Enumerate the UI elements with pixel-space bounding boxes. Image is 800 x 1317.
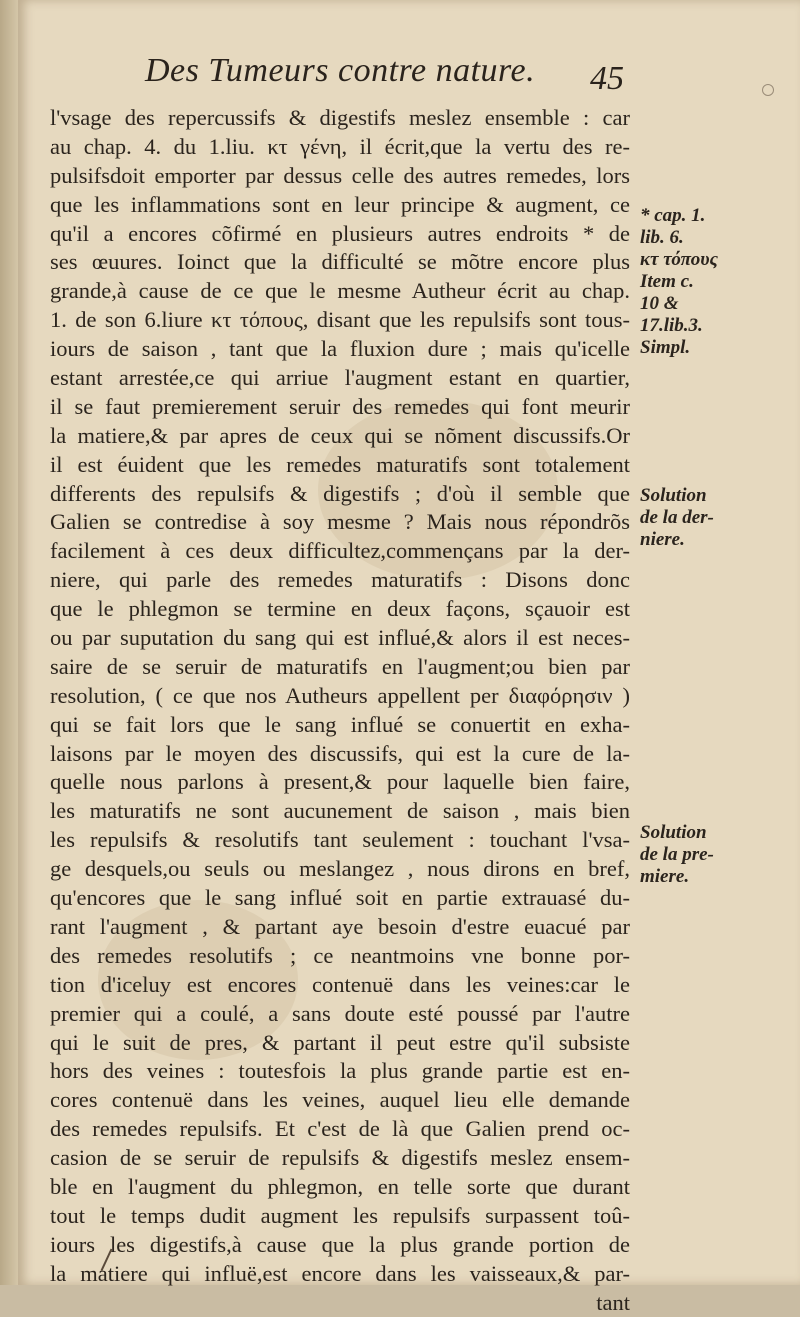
text-line: des remedes repulsifs. Et c'est de là que Galien prend oc- <box>50 1116 630 1142</box>
text-line: grande,à cause de ce que le mesme Autheur écrit au chap. <box>50 278 630 304</box>
margin-note-line: niere. <box>640 529 685 550</box>
margin-note-line: miere. <box>640 866 690 887</box>
text-line: saire de se seruir de maturatifs en l'augment;ou bien par <box>50 653 630 679</box>
text-line: l'vsage des repercussifs & digestifs meslez ensemble : car <box>50 105 630 130</box>
text-line: la matiere,& par apres de ceux qui se nõment discussifs.Or <box>50 422 630 448</box>
text-line: que le phlegmon se termine en deux façons, sçauoir est <box>50 596 630 622</box>
margin-note-line: 17.lib.3. <box>640 315 703 336</box>
text-line: quelle nous parlons à present,& pour laquelle bien faire, <box>50 769 630 795</box>
text-line: tion d'iceluy est encores contenuë dans les veines:car le <box>50 971 630 997</box>
text-line: qu'il a encores cõfirmé en plusieurs autres endroits * de <box>50 220 630 246</box>
text-line: resolution, ( ce que nos Autheurs appellent per διαφόρησιν ) <box>50 682 630 708</box>
text-line: au chap. 4. du 1.liu. κτ γένη, il écrit,que la vertu des re- <box>50 133 630 159</box>
ink-circle-mark <box>762 84 774 96</box>
margin-note-line: 10 & <box>640 293 679 314</box>
running-title: Des Tumeurs contre nature. <box>145 52 536 89</box>
text-line: ou par suputation du sang qui est influé,& alors il est neces- <box>50 625 630 651</box>
margin-note-line: de la der- <box>640 507 714 528</box>
margin-note-line: * cap. 1. <box>640 205 706 226</box>
body-text <box>50 104 630 1317</box>
margin-note-line: Simpl. <box>640 337 691 358</box>
text-line: hors des veines : toutesfois la plus grande partie est en- <box>50 1058 630 1084</box>
text-line: iours de saison , tant que la fluxion dure ; mais qu'icelle <box>50 336 630 362</box>
text-line: tout le temps dudit augment les repulsifs surpassent toû- <box>50 1202 630 1228</box>
text-line: Galien se contredise à soy mesme ? Mais nous répondrõs <box>50 509 630 535</box>
text-line: les repulsifs & resolutifs tant seulement : touchant l'vsa- <box>50 827 630 853</box>
text-line: tant <box>596 1289 630 1315</box>
text-line: casion de se seruir de repulsifs & digestifs meslez ensem- <box>50 1145 630 1171</box>
text-line: facilement à ces deux difficultez,commençans par la der- <box>50 538 630 564</box>
text-line: des remedes resolutifs ; ce neantmoins vne bonne por- <box>50 942 630 968</box>
text-line: ge desquels,ou seuls ou meslangez , nous dirons en bref, <box>50 856 630 882</box>
text-line: il est éuident que les remedes maturatifs sont totalement <box>50 451 630 477</box>
text-line: il se faut premierement seruir des remedes qui font meurir <box>50 393 630 419</box>
text-line: niere, qui parle des remedes maturatifs : Disons donc <box>50 567 630 593</box>
margin-note-solution-first <box>640 822 790 888</box>
text-line: cores contenuë dans les veines, auquel lieu elle demande <box>50 1087 630 1113</box>
page-number: 45 <box>590 60 624 97</box>
text-line: les maturatifs ne sont aucunement de saison , mais bien <box>50 798 630 824</box>
text-line: ses œuures. Ioinct que la difficulté se mõtre encore plus <box>50 249 630 275</box>
text-line: 1. de son 6.liure κτ τόπους, disant que les repulsifs sont tous- <box>50 307 630 333</box>
margin-note-line: lib. 6. <box>640 227 684 248</box>
margin-note-line: Solution <box>640 485 707 506</box>
text-line: premier qui a coulé, a sans doute esté poussé par l'autre <box>50 1000 630 1026</box>
text-line: la matiere qui influë,est encore dans les vaisseaux,& par- <box>50 1260 630 1286</box>
margin-note-reference <box>640 205 790 359</box>
margin-note-line: Solution <box>640 822 707 843</box>
text-line: rant l'augment , & partant aye besoin d'estre euacué par <box>50 913 630 939</box>
text-line: ble en l'augment du phlegmon, en telle sorte que durant <box>50 1173 630 1199</box>
text-line: que les inflammations sont en leur principe & augment, ce <box>50 191 630 217</box>
margin-note-line: de la pre- <box>640 844 714 865</box>
margin-note-solution-last <box>640 485 790 551</box>
text-line: qui le suit de pres, & partant il peut estre qu'il subsiste <box>50 1029 630 1055</box>
text-line: qui se fait lors que le sang influé se conuertit en exha- <box>50 711 630 737</box>
margin-note-line: Item c. <box>640 271 694 292</box>
text-line: iours les digestifs,à cause que la plus grande portion de <box>50 1231 630 1257</box>
text-line: estant arrestée,ce qui arriue l'augment estant en quartier, <box>50 365 630 391</box>
margin-note-line: κτ τόπους <box>640 249 719 270</box>
text-line: laisons par le moyen des discussifs, qui est la cure de la- <box>50 740 630 766</box>
page-gutter <box>0 0 18 1285</box>
text-line: qu'encores que le sang influé soit en partie extrauasé du- <box>50 885 630 911</box>
text-line: differents des repulsifs & digestifs ; d'où il semble que <box>50 480 630 506</box>
text-line: pulsifsdoit emporter par dessus celle des autres remedes, lors <box>50 162 630 188</box>
